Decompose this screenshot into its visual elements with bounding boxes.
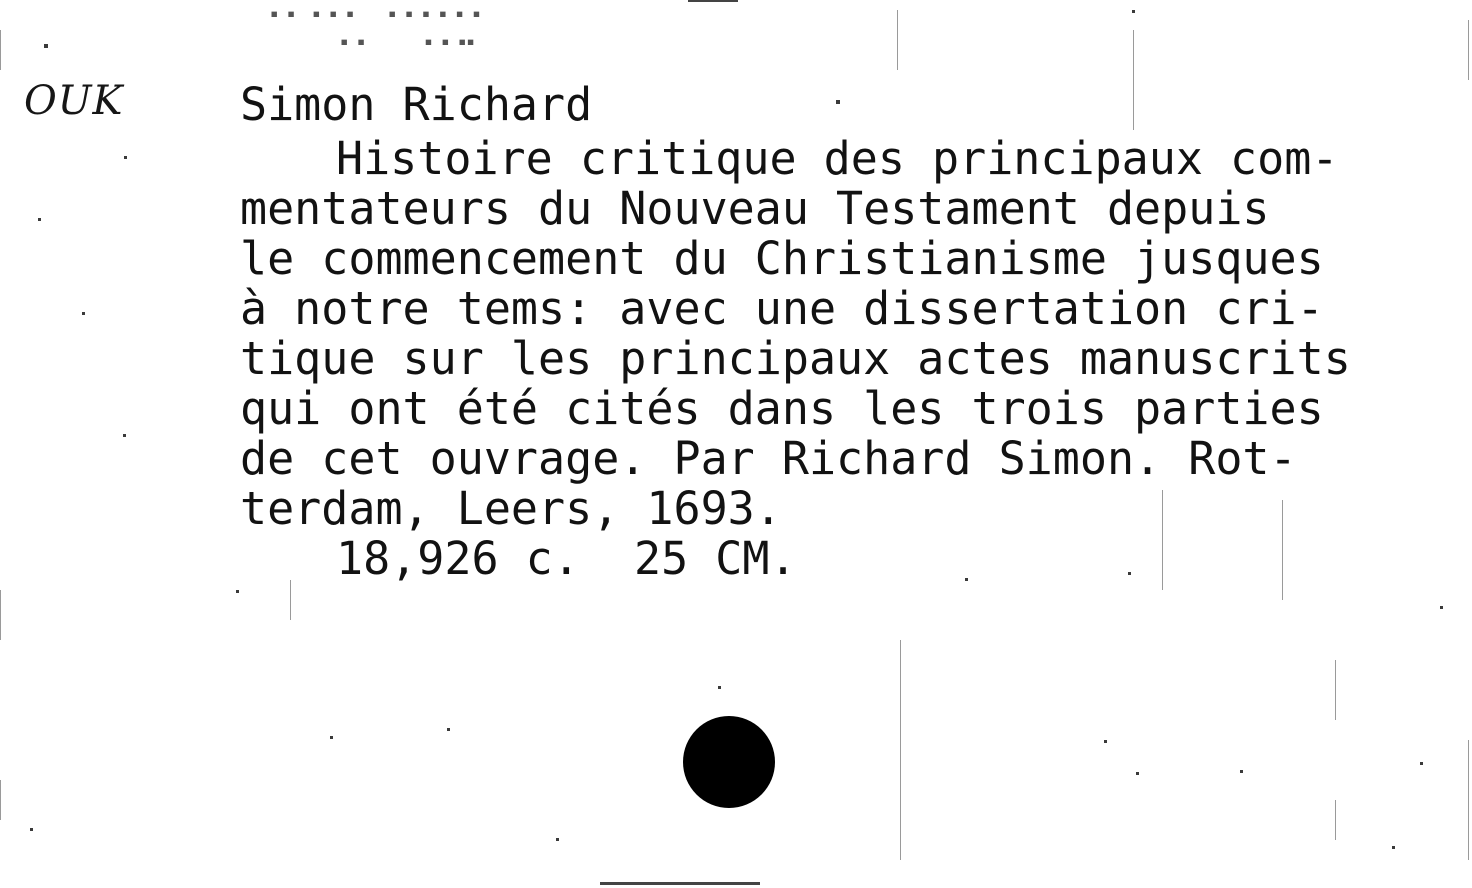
title-line: à notre tems: avec une dissertation cri- xyxy=(240,282,1324,335)
scan-artifact xyxy=(965,578,968,581)
scan-artifact xyxy=(897,10,898,70)
margin-note: OUK xyxy=(24,78,124,124)
title-line: terdam, Leers, 1693. xyxy=(240,482,782,535)
scan-artifact xyxy=(290,580,291,620)
title-line: tique sur les principaux actes manuscrits xyxy=(240,332,1351,385)
title-line: qui ont été cités dans les trois parties xyxy=(240,382,1324,435)
punch-hole xyxy=(683,716,775,808)
scan-artifact xyxy=(1133,30,1134,130)
scan-artifact xyxy=(600,882,760,885)
scan-artifact xyxy=(1128,572,1131,575)
scan-artifact xyxy=(1468,20,1469,80)
scan-artifact xyxy=(38,218,41,221)
scan-artifact xyxy=(1162,490,1163,590)
title-line: de cet ouvrage. Par Richard Simon. Rot- xyxy=(240,432,1297,485)
scan-artifact xyxy=(1420,762,1423,765)
scan-artifact xyxy=(688,0,738,2)
scan-artifact xyxy=(1104,740,1107,743)
scan-artifact xyxy=(1240,770,1243,773)
scan-artifact xyxy=(123,434,126,437)
scan-artifact xyxy=(0,780,1,820)
scan-artifact xyxy=(0,30,1,70)
title-line: Histoire critique des principaux com- xyxy=(336,132,1339,185)
author-heading: Simon Richard xyxy=(240,78,593,131)
collation: 18,926 c. 25 CM. xyxy=(336,532,797,585)
scan-artifact xyxy=(124,156,127,159)
scan-artifact xyxy=(1136,772,1139,775)
scan-artifact xyxy=(836,100,840,104)
scan-artifact xyxy=(718,686,721,689)
scan-artifact xyxy=(1468,740,1469,860)
scan-artifact xyxy=(1392,846,1395,849)
scan-artifact xyxy=(44,44,48,48)
scan-artifact xyxy=(1282,500,1283,600)
scan-artifact xyxy=(236,590,239,593)
scan-artifact xyxy=(1440,606,1443,609)
scan-artifact: ▪ ▪ ▪ ▪ ▪▪ xyxy=(340,34,475,50)
scan-artifact xyxy=(1335,800,1336,840)
title-line: le commencement du Christianisme jusques xyxy=(240,232,1324,285)
scan-artifact xyxy=(30,828,33,831)
scan-artifact xyxy=(447,728,450,731)
scan-artifact xyxy=(82,312,85,315)
scan-artifact xyxy=(330,736,333,739)
scan-artifact xyxy=(900,640,901,860)
scan-artifact: ▪ ▪ ▪ ▪ ▪ ▪ ▪ ▪ ▪ ▪ ▪ xyxy=(270,6,481,22)
scan-artifact xyxy=(1132,10,1135,13)
scan-artifact xyxy=(1335,660,1336,720)
scan-artifact xyxy=(0,590,1,640)
title-line: mentateurs du Nouveau Testament depuis xyxy=(240,182,1270,235)
scan-artifact xyxy=(556,838,559,841)
